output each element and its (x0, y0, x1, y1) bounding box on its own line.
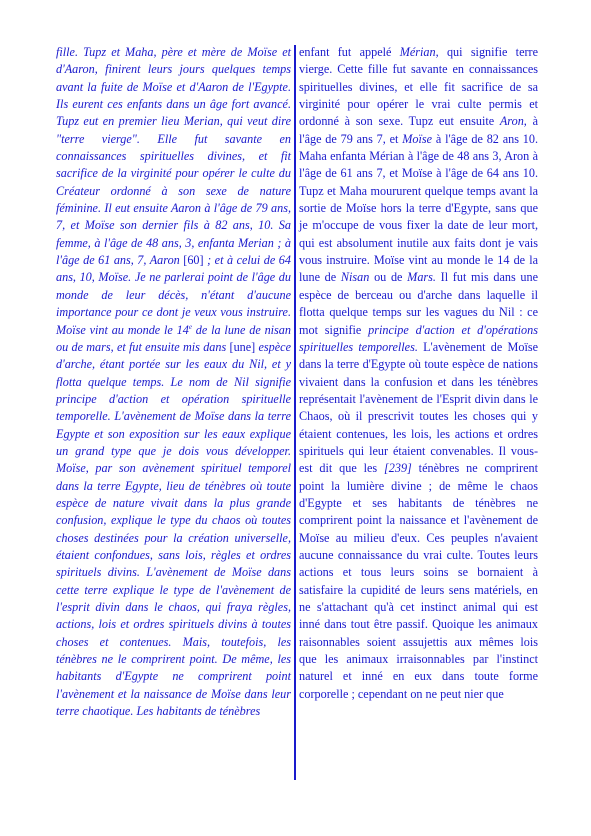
text-segment: enfant fut appelé (299, 45, 400, 59)
italic-definition: principe d'action et d'opérations spirituelles temporelles. (299, 322, 538, 354)
column-divider (294, 45, 296, 780)
text-segment: qui signifie terre vierge. Cette fille fut savante en connaissances spirituelles divines, et elle fit sacrifice de sa virginité pour opérer le vrai culte permis et ordonné à son sexe. Tupz eut ensuite (299, 45, 538, 129)
italic-name-merian: Mérian, (399, 45, 439, 59)
italic-word-mars: Mars. (407, 270, 436, 285)
text-segment: espèce d'arche, étant portée sur les eaux du Nil, et y flotta quelque temps. Le nom de Nil signifie principe d'action et opération spirituelle temporelle. L'avènement de Moïse dans la terre Egypte et son exposition sur les eaux explique un grand type que je dois vous développer. Moïse, par son avènement spirituel temporel dans la terre Egypte, lieu de ténèbres où toute espèce de nature vivait dans la plus grande confusion, explique le type du chaos où toutes choses destinées pour la création universelle, étaient confondues, sans lois, règles et ordres spirituels divins. L'avènement de Moïse dans cette terre explique le type de l'avènement de l'esprit divin dans le chaos, qui fraya règles, actions, lois et ordres spirituels divins à toutes choses et contenues. Mais, toutefois, les ténèbres ne le comprirent point. De même, les habitants d'Egypte ne comprirent point l'avènement et la naissance de Moïse dans leur terre chaotique. Les habitants de ténèbres (56, 339, 291, 719)
text-segment: L'avènement de Moïse dans la terre d'Egypte où toute espèce de nations vivaient dans la confusion et dans les ténèbres représentait l'avènement de l'Esprit divin dans le Chaos, où il prescrivit toutes les choses qui y étaient contenues, les lois, les actions et ordres spirituels qui leur étaient convenables. Il vous- est dit que les (299, 339, 538, 476)
editorial-insertion: [une] (229, 339, 256, 354)
italic-name-aron: Aron, (499, 114, 527, 129)
right-paragraph (299, 44, 538, 703)
right-column-text (299, 44, 538, 703)
italic-word-nisan: Nisan (340, 270, 370, 285)
text-segment: ou de (369, 270, 408, 285)
text-segment: à l'âge de 82 ans 10. Maha enfanta Mérian à l'âge de 48 ans 3, Aron à l'âge de 61 ans 7, et Moïse à l'âge de 64 ans 10. Tupz et Maha moururent quelque temps avant la sortie de Moïse hors la terre d'Egypte, sans que je m'occupe de vous fixer la date de leur mort, qui est absolument inutile aux faits dont je vais vous instruire. Moïse vint au monde le 14 de la lune de (299, 131, 538, 285)
page-marker-60: [60] (183, 253, 204, 268)
text-segment: fille. Tupz et Maha, père et mère de Moïse et d'Aaron, finirent leurs jours quelques temps avant la fuite de Moïse et d'Aaron de l'Egypte. Ils eurent ces enfants dans un âge fort avancé. Tupz eut en premier lieu Merian, qui veut dire "terre vierge". Elle fut savante en connaissances spirituelles divines, et fit sacrifice de la virginité pour opérer le culte du Créateur ordonné à son sexe de nature féminine. Il eut ensuite Aaron à l'âge de 79 ans, 7, et Moïse son dernier fils à 82 ans, 10. Sa femme, à l'âge de 48 ans, 3, enfanta Merian ; à l'âge de 61 ans, 7, Aaron (56, 45, 291, 268)
text-segment: de la lune de nisan ou de mars, et fut ensuite mis dans (56, 322, 291, 354)
text-segment: ténèbres ne comprirent point la lumière divine ; de même le chaos d'Egypte et ses habitants de ténèbres ne comprirent point la naissance et l'avènement de Moïse au milieu d'eux. Ces peuples n'avaient aucune connaissance du vrai culte. Toutes leurs actions et tous leurs soins se bornaient à satisfaire la cupidité de leurs sens matériels, en ne s'attachant qu'à cet instinct animal qui est inné dans tout être passif. Quoique les animaux raisonnables soient assujettis aux mêmes lois que les animaux irraisonnables par l'instinct naturel et inné en eux dans toute forme corporelle ; cependant on ne peut nier que (299, 461, 538, 701)
superscript-e: e (188, 322, 192, 331)
italic-name-moise: Moïse (402, 131, 433, 146)
page-marker-239: [239] (384, 461, 412, 476)
text-segment: à l'âge de 79 ans 7, et (299, 114, 538, 146)
text-segment: ; et à celui de 64 ans, 10, Moïse. Je ne parlerai point de l'âge du monde de leur décès, n'étant d'aucune importance pour ce dont je veux vous instruire. Moïse vint au monde le 14 (56, 253, 291, 337)
text-segment: Il fut mis dans une espèce de berceau ou d'arche dans laquelle il flotta quelque temps sur les vagues du Nil : ce mot signifie (299, 270, 538, 337)
left-paragraph (56, 44, 291, 720)
left-column-text (56, 44, 291, 720)
